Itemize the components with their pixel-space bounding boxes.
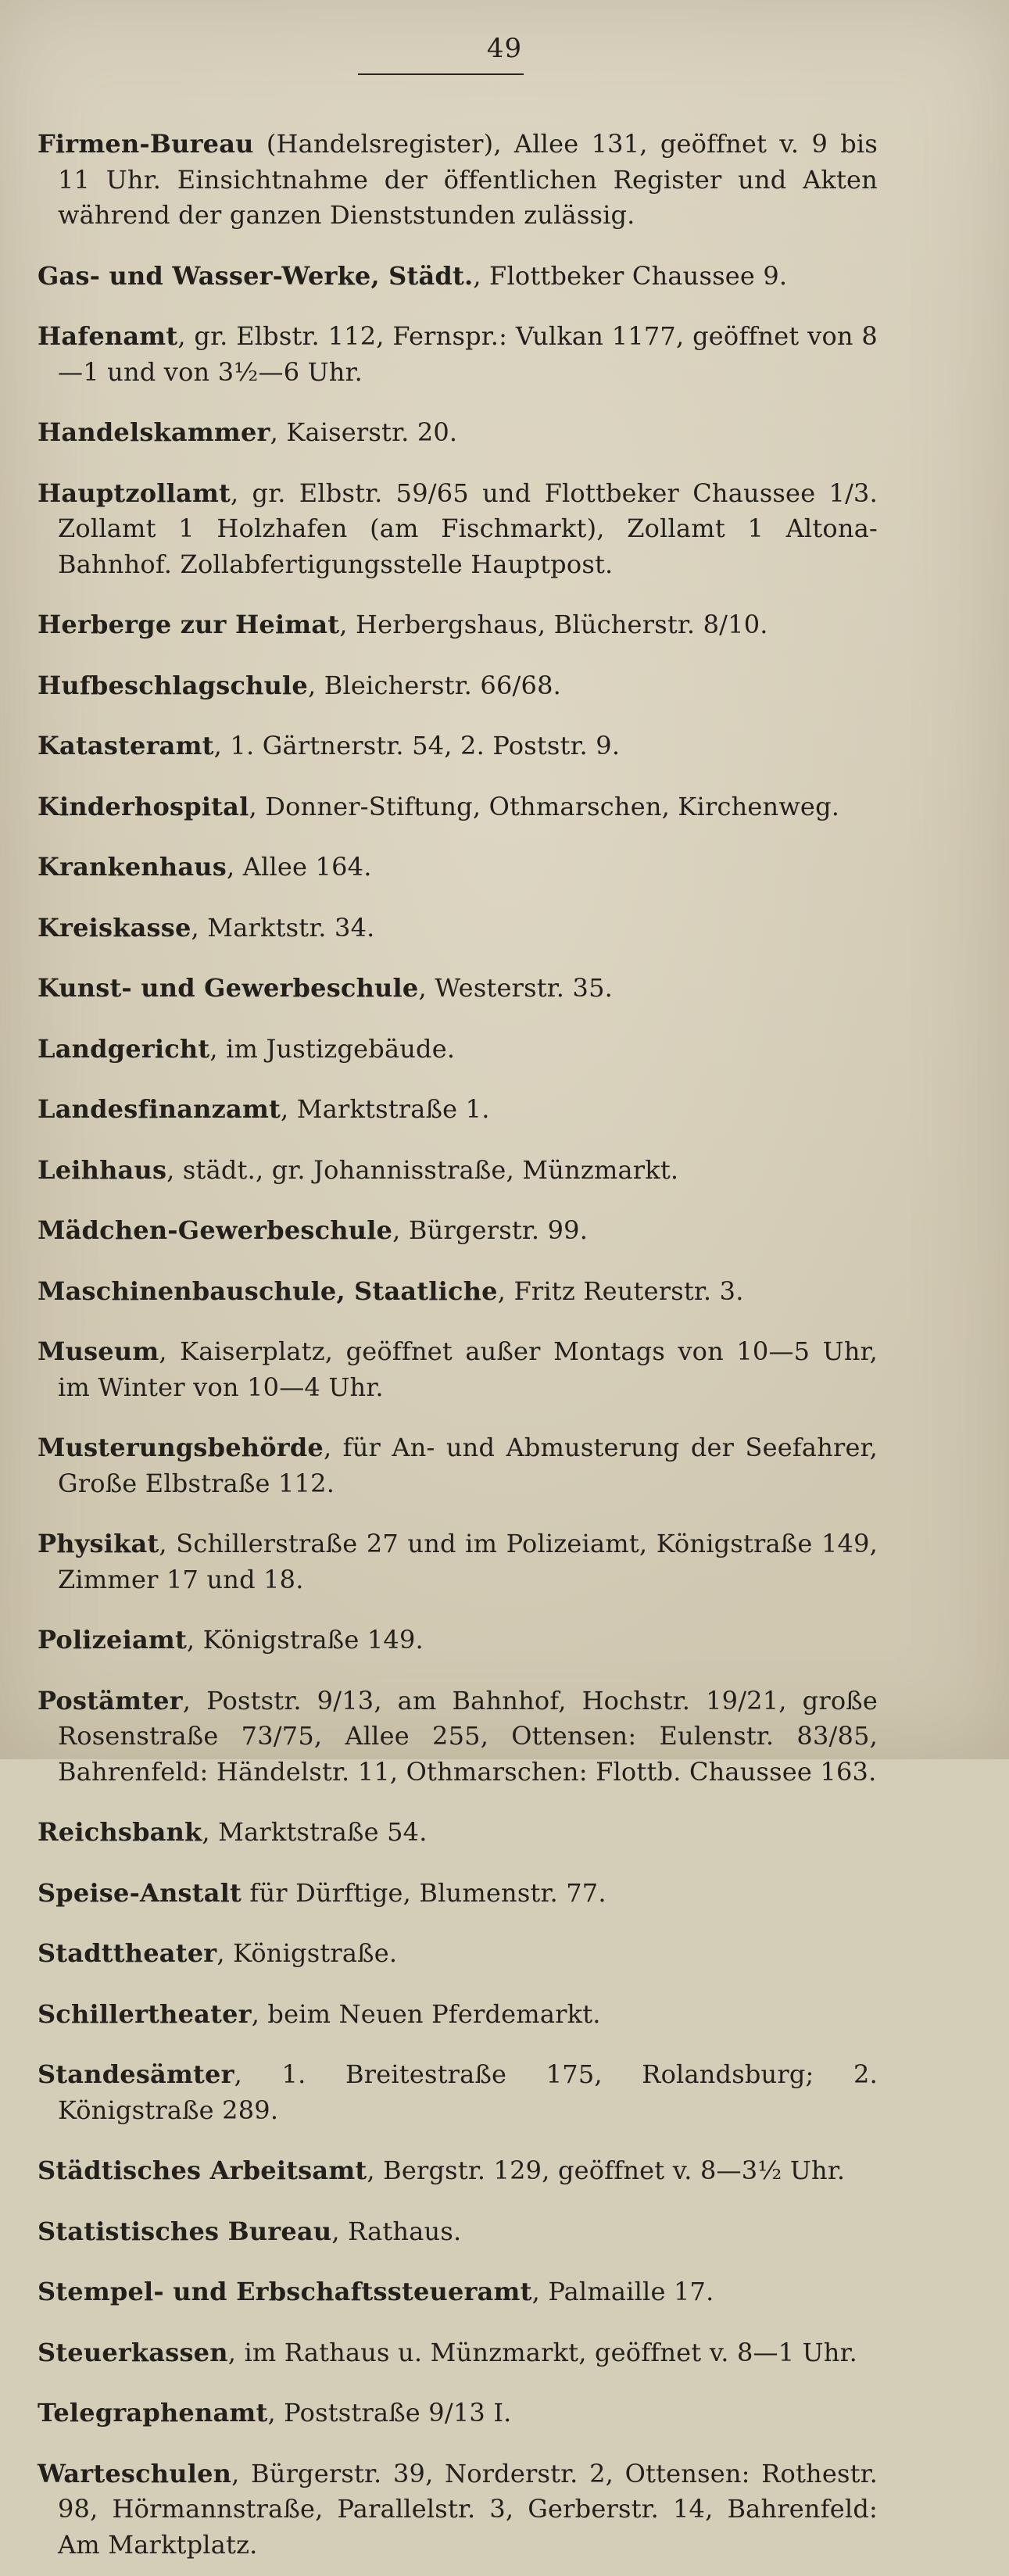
entry-name: Schillertheater xyxy=(38,1998,252,2029)
entry-text: , Allee 164. xyxy=(226,852,372,882)
entry-text: , 1. Breitestraße 175, Rolandsburg; 2. Königstraße 289. xyxy=(58,2059,878,2125)
entry-name: Postämter xyxy=(38,1685,183,1716)
directory-entry xyxy=(38,1997,878,2033)
entry-name: Physikat xyxy=(38,1529,159,1558)
directory-entry xyxy=(38,127,878,234)
entry-text: für Dürftige, Blumenstr. 77. xyxy=(242,1877,606,1908)
directory-entry xyxy=(38,911,878,946)
entry-name: Gas- und Wasser-Werke, Städt. xyxy=(38,260,474,291)
entry-name: Polizeiamt xyxy=(38,1625,187,1655)
directory-entry xyxy=(38,1623,878,1658)
entry-name: Warteschulen xyxy=(38,2458,232,2488)
entry-name: Hufbeschlagschule xyxy=(38,670,308,700)
directory-entry xyxy=(38,319,878,390)
directory-entry xyxy=(38,2214,878,2250)
entry-text: , Kaiserplatz, geöffnet außer Montags von 10—5 Uhr, im Winter von 10—4 Uhr. xyxy=(58,1336,878,1402)
directory-entry xyxy=(38,971,878,1007)
directory-entry xyxy=(38,668,878,704)
entry-text: , Königstraße 149. xyxy=(186,1625,424,1655)
entry-text: , Marktstraße 1. xyxy=(280,1094,490,1124)
entry-text: , für An- und Abmusterung der Seefahrer, Große Elbstraße 112. xyxy=(58,1433,878,1498)
directory-entry xyxy=(38,1153,878,1189)
entry-text: , Marktstr. 34. xyxy=(191,912,375,943)
entry-text: , Schillerstraße 27 und im Polizeiamt, Königstraße 149, Zimmer 17 und 18. xyxy=(58,1529,878,1594)
entry-text: , Marktstraße 54. xyxy=(202,1817,428,1847)
entry-text: , 1. Gärtnerstr. 54, 2. Poststr. 9. xyxy=(213,731,621,760)
directory-entry xyxy=(38,2395,878,2431)
entry-text: , Bürgerstr. 99. xyxy=(392,1215,589,1245)
entry-text: , Poststraße 9/13 I. xyxy=(267,2398,512,2428)
entry-name: Hauptzollamt xyxy=(38,478,231,508)
entry-text: , beim Neuen Pferdemarkt. xyxy=(251,1998,601,2029)
entry-name: Stempel- und Erbschaftssteueramt xyxy=(38,2277,532,2306)
entry-name: Herberge zur Heimat xyxy=(38,610,340,639)
entry-name: Katasteramt xyxy=(38,731,214,760)
entry-name: Krankenhaus xyxy=(38,852,227,882)
directory-entry xyxy=(38,2335,878,2371)
directory-entry xyxy=(38,415,878,451)
directory-entry xyxy=(38,789,878,825)
directory-entry xyxy=(38,1334,878,1405)
directory-entry xyxy=(38,728,878,764)
entry-text: , Flottbeker Chaussee 9. xyxy=(473,260,788,291)
entry-name: Kreiskasse xyxy=(38,912,191,943)
entry-text: , Palmaille 17. xyxy=(531,2277,714,2306)
entry-text: , Donner-Stiftung, Othmarschen, Kirchenweg. xyxy=(249,791,840,821)
directory-entry xyxy=(38,1274,878,1310)
directory-entry xyxy=(38,1815,878,1851)
directory-entry xyxy=(38,2456,878,2563)
entry-name: Statistisches Bureau xyxy=(38,2216,332,2246)
directory-entry xyxy=(38,850,878,886)
entry-text: (Handelsregister), Allee 131, geöffnet v. 9 bis 11 Uhr. Einsichtnahme der öffentlichen Register und Akten während der ganzen Dienststunden zulässig. xyxy=(58,129,878,230)
entry-text: , Herbergshaus, Blücherstr. 8/10. xyxy=(339,610,768,639)
directory-entry xyxy=(38,259,878,295)
directory-entry xyxy=(38,2057,878,2128)
directory-entry xyxy=(38,1526,878,1597)
directory-entry xyxy=(38,1683,878,1791)
directory-entry xyxy=(38,2153,878,2189)
directory-entry xyxy=(38,1213,878,1249)
entry-name: Standesämter xyxy=(38,2059,234,2089)
entry-name: Maschinenbauschule, Staatliche xyxy=(38,1275,498,1306)
entry-text: , im Justizgebäude. xyxy=(209,1033,456,1064)
entry-text: , gr. Elbstr. 112, Fernspr.: Vulkan 1177, geöffnet von 8—1 und von 3½—6 Uhr. xyxy=(58,321,878,387)
entry-name: Telegraphenamt xyxy=(38,2398,268,2428)
directory-entry xyxy=(38,1430,878,1501)
directory-entry xyxy=(38,607,878,643)
directory-entry xyxy=(38,1876,878,1912)
entry-text: , Fritz Reuterstr. 3. xyxy=(497,1275,744,1306)
entry-name: Firmen-Bureau xyxy=(38,129,254,159)
entry-name: Steuerkassen xyxy=(38,2337,228,2367)
entry-text: , Bürgerstr. 39, Norderstr. 2, Ottensen: Rothestr. 98, Hörmannstraße, Parallelstr. 3, Gerberstr. 14, Bahrenfeld: Am Marktplatz. xyxy=(58,2458,878,2560)
directory-entries xyxy=(38,102,878,2576)
entry-name: Städtisches Arbeitsamt xyxy=(38,2156,367,2185)
directory-entry xyxy=(38,1032,878,1068)
directory-entry xyxy=(38,1936,878,1972)
entry-text: , städt., gr. Johannisstraße, Münzmarkt. xyxy=(166,1154,679,1185)
entry-name: Kinderhospital xyxy=(38,791,249,821)
entry-name: Kunst- und Gewerbeschule xyxy=(38,973,419,1003)
entry-text: , im Rathaus u. Münzmarkt, geöffnet v. 8—1 Uhr. xyxy=(227,2337,857,2367)
entry-text: , gr. Elbstr. 59/65 und Flottbeker Chaussee 1/3. Zollamt 1 Holzhafen (am Fischmarkt), Zollamt 1 Altona-Bahnhof. Zollabfertigungsstelle Hauptpost. xyxy=(58,478,878,579)
entry-name: Musterungsbehörde xyxy=(38,1433,324,1462)
entry-text: , Rathaus. xyxy=(331,2216,462,2246)
page-number-rule xyxy=(358,73,524,75)
entry-text: , Poststr. 9/13, am Bahnhof, Hochstr. 19/21, große Rosenstraße 73/75, Allee 255, Ottensen: Eulenstr. 83/85, Bahrenfeld: Händelstr. 11, Othmarschen: Flottb. Chaussee 163. xyxy=(58,1685,878,1787)
entry-name: Museum xyxy=(38,1336,159,1366)
page-number: 49 xyxy=(486,33,523,64)
entry-name: Mädchen-Gewerbeschule xyxy=(38,1215,393,1245)
directory-entry xyxy=(38,2274,878,2310)
entry-name: Handelskammer xyxy=(38,417,270,447)
entry-name: Landesfinanzamt xyxy=(38,1094,281,1124)
entry-name: Leihhaus xyxy=(38,1154,167,1185)
entry-name: Stadttheater xyxy=(38,1938,217,1968)
directory-entry xyxy=(38,476,878,583)
entry-text: , Kaiserstr. 20. xyxy=(270,417,458,447)
entry-name: Hafenamt xyxy=(38,321,178,351)
entry-text: , Bleicherstr. 66/68. xyxy=(307,670,562,700)
entry-text: , Bergstr. 129, geöffnet v. 8—3½ Uhr. xyxy=(367,2156,846,2185)
entry-text: , Westerstr. 35. xyxy=(418,973,614,1003)
entry-text: , Königstraße. xyxy=(216,1938,398,1968)
entry-name: Reichsbank xyxy=(38,1817,202,1847)
directory-entry xyxy=(38,1092,878,1128)
entry-name: Speise-Anstalt xyxy=(38,1877,242,1908)
entry-name: Landgericht xyxy=(38,1033,210,1064)
